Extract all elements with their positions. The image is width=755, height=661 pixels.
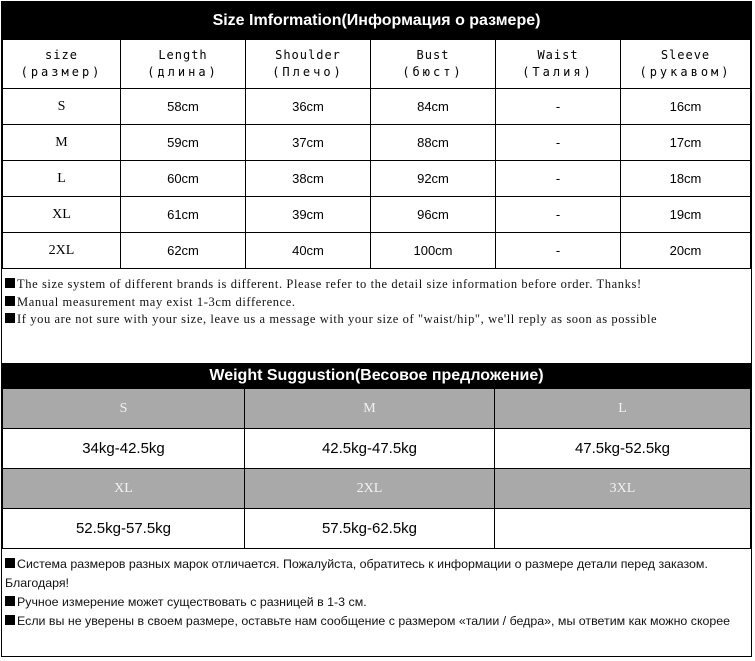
bust-cell: 84cm <box>371 89 496 125</box>
note-item <box>5 612 748 631</box>
header-bust-ru: (бюст) <box>402 65 464 79</box>
table-row <box>3 125 751 161</box>
header-shoulder <box>246 40 371 89</box>
size-cell: S <box>3 89 121 125</box>
weight-range: 34kg-42.5kg <box>3 429 245 469</box>
header-waist-ru: (Талия) <box>522 65 594 79</box>
bust-cell: 100cm <box>371 233 496 269</box>
weight-size-label: XL <box>3 469 245 509</box>
length-cell: 58cm <box>121 89 246 125</box>
note-text: Manual measurement may exist 1-3cm difference. <box>17 294 296 309</box>
table-row <box>3 197 751 233</box>
shoulder-cell: 36cm <box>246 89 371 125</box>
note-item <box>5 294 748 312</box>
bust-cell: 88cm <box>371 125 496 161</box>
waist-cell: - <box>496 125 621 161</box>
sleeve-cell: 17cm <box>621 125 751 161</box>
weight-size-label: 3XL <box>495 469 751 509</box>
size-chart-sheet <box>1 1 752 657</box>
header-bust <box>371 40 496 89</box>
shoulder-cell: 37cm <box>246 125 371 161</box>
bullet-square-icon <box>5 615 15 625</box>
weight-range: 52.5kg-57.5kg <box>3 509 245 549</box>
note-text: The size system of different brands is different. Please refer to the detail size information before order. Thanks! <box>17 277 642 291</box>
note-item <box>5 276 748 294</box>
length-cell: 60cm <box>121 161 246 197</box>
weight-range: 42.5kg-47.5kg <box>245 429 495 469</box>
size-cell: XL <box>3 197 121 233</box>
size-table <box>2 39 751 269</box>
bullet-square-icon <box>5 296 15 306</box>
size-cell: M <box>3 125 121 161</box>
weight-size-label: L <box>495 389 751 429</box>
bullet-square-icon <box>5 596 15 606</box>
weight-size-label: 2XL <box>245 469 495 509</box>
header-shoulder-ru: (Плечо) <box>272 65 344 79</box>
waist-cell: - <box>496 197 621 233</box>
table-row <box>3 161 751 197</box>
size-cell: 2XL <box>3 233 121 269</box>
weight-size-row <box>3 469 751 509</box>
header-sleeve-ru: (рукавом) <box>639 65 732 79</box>
size-cell: L <box>3 161 121 197</box>
size-notes-en <box>2 269 751 364</box>
table-row <box>3 89 751 125</box>
size-info-title: Size Imformation(Информация о размере) <box>2 2 751 39</box>
note-text: If you are not sure with your size, leave us a message with your size of "waist/hip", we'll reply as soon as possible <box>17 312 658 326</box>
waist-cell: - <box>496 233 621 269</box>
weight-size-label: M <box>245 389 495 429</box>
length-cell: 62cm <box>121 233 246 269</box>
note-item <box>5 555 748 593</box>
weight-size-label: S <box>3 389 245 429</box>
weight-value-row <box>3 429 751 469</box>
weight-range <box>495 509 751 549</box>
bullet-square-icon <box>5 558 15 568</box>
header-sleeve <box>621 40 751 89</box>
header-waist <box>496 40 621 89</box>
bust-cell: 92cm <box>371 161 496 197</box>
header-shoulder-en: Shoulder <box>275 48 341 62</box>
header-size-ru: (размер) <box>20 65 103 79</box>
shoulder-cell: 40cm <box>246 233 371 269</box>
header-size-en: size <box>45 48 78 62</box>
length-cell: 59cm <box>121 125 246 161</box>
shoulder-cell: 38cm <box>246 161 371 197</box>
header-bust-en: Bust <box>416 48 450 62</box>
waist-cell: - <box>496 161 621 197</box>
sleeve-cell: 19cm <box>621 197 751 233</box>
shoulder-cell: 39cm <box>246 197 371 233</box>
weight-value-row <box>3 509 751 549</box>
sleeve-cell: 18cm <box>621 161 751 197</box>
header-sleeve-en: Sleeve <box>660 48 711 62</box>
weight-table <box>2 388 751 549</box>
waist-cell: - <box>496 89 621 125</box>
length-cell: 61cm <box>121 197 246 233</box>
note-text: Ручное измерение может существовать с разницей в 1-3 см. <box>17 595 367 609</box>
size-notes-ru <box>2 549 751 631</box>
size-table-header-row <box>3 40 751 89</box>
note-item <box>5 593 748 612</box>
header-waist-en: Waist <box>537 48 579 62</box>
bullet-square-icon <box>5 313 15 323</box>
header-length-ru: (длина) <box>147 65 219 79</box>
header-length <box>121 40 246 89</box>
sleeve-cell: 16cm <box>621 89 751 125</box>
note-item <box>5 311 748 329</box>
table-row <box>3 233 751 269</box>
header-length-en: Length <box>158 48 208 62</box>
weight-range: 57.5kg-62.5kg <box>245 509 495 549</box>
weight-suggestion-title: Weight Suggustion(Весовое предложение) <box>2 364 751 388</box>
bullet-square-icon <box>5 278 15 288</box>
sleeve-cell: 20cm <box>621 233 751 269</box>
weight-range: 47.5kg-52.5kg <box>495 429 751 469</box>
weight-size-row <box>3 389 751 429</box>
bust-cell: 96cm <box>371 197 496 233</box>
note-text: Система размеров разных марок отличается. Пожалуйста, обратитесь к информации о размере детали перед заказом. Благодаря! <box>5 557 708 590</box>
header-size <box>3 40 121 89</box>
note-text: Если вы не уверены в своем размере, оставьте нам сообщение с размером «талии / бедра», мы ответим как можно скорее <box>17 614 731 628</box>
